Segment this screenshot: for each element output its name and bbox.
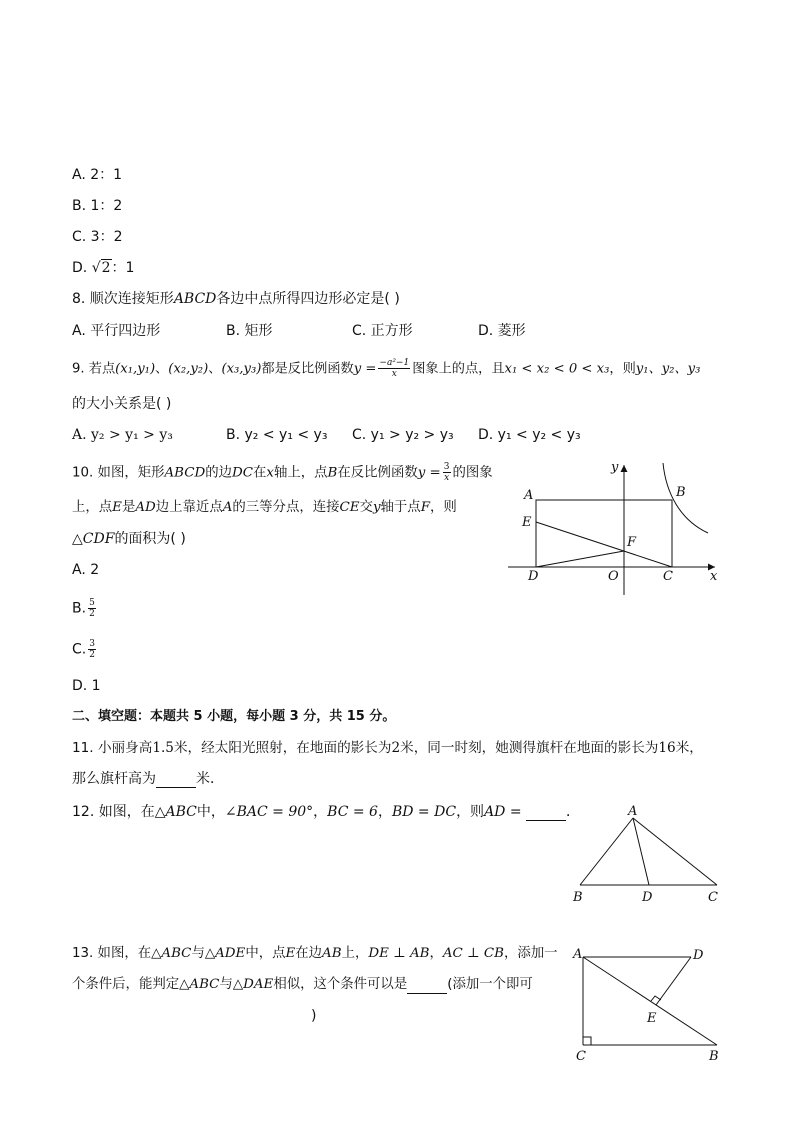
q7-option-a: A. 2：1	[72, 167, 123, 183]
label-d: D	[528, 569, 539, 584]
label-o: O	[608, 569, 619, 584]
q9-option-d: D. y₁ < y₂ < y₃	[478, 427, 581, 443]
q9-option-c: C. y₁ > y₂ > y₃	[352, 427, 454, 443]
q9-option-a: A. y₂ > y₁ > y₃	[72, 427, 173, 443]
q10-option-a: A. 2	[72, 562, 100, 578]
q10-stem-line2: 上，点E是AD边上靠近点A的三等分点，连接CE交y轴于点F，则	[72, 500, 457, 515]
label-y: y	[611, 460, 619, 475]
q11-stem-line1: 11. 小丽身高1.5米，经太阳光照射，在地面的影长为2米，同一时刻，她测得旗杆在地面的影长为16米，	[72, 740, 703, 756]
segment-ab	[580, 818, 633, 885]
q11-stem-line2: 那么旗杆高为 米．	[72, 771, 224, 787]
q9-stem-line1: 9. 若点(x₁,y₁)、(x₂,y₂)、(x₃,y₃)都是反比例函数y = $\frac{\text{−a²−1}}{x}$ 图象上的点，且x₁ < x₂ < 0 < x₃，则y₁、y₂、y₃	[72, 358, 701, 379]
segment-ab	[583, 957, 717, 1045]
label-d: D	[642, 890, 653, 905]
q10-stem-line1: 10. 如图，矩形ABCD的边DC在x轴上，点B在反比例函数y = $\frac{3}{x}$ 的图象	[72, 462, 493, 483]
q10-option-b: B. $\frac{5}{2}$	[72, 598, 95, 619]
label-x: x	[710, 569, 718, 584]
q10-stem-line3: △CDF的面积为( )	[72, 531, 186, 547]
section-2-heading: 二、填空题：本题共 5 小题，每小题 3 分，共 15 分。	[72, 709, 396, 724]
q12-figure	[565, 800, 730, 910]
q7-option-c: C. 3：2	[72, 229, 123, 245]
segment-ce	[536, 522, 672, 567]
q13-answer-blank[interactable]	[407, 979, 447, 994]
label-c: C	[576, 1049, 586, 1064]
q12-answer-blank[interactable]	[526, 806, 566, 821]
label-b: B	[573, 890, 583, 905]
q8-option-b: B. 矩形	[226, 323, 273, 339]
label-a: A	[573, 947, 583, 962]
q8-option-d: D. 菱形	[478, 323, 526, 339]
rectangle-abcd	[536, 500, 672, 567]
q13-figure	[565, 942, 735, 1067]
label-c: C	[708, 890, 718, 905]
q10-option-c: C. $\frac{3}{2}$	[72, 639, 95, 660]
label-a: A	[628, 804, 638, 819]
segment-ac	[633, 818, 717, 885]
y-axis-arrow-icon	[621, 465, 628, 472]
label-b: B	[709, 1049, 719, 1064]
segment-de	[656, 957, 691, 1005]
q12-stem: 12. 如图，在△ABC中，∠BAC = 90°，BC = 6，BD = DC，则AD = ．	[72, 804, 581, 820]
q9-option-b: B. y₂ < y₁ < y₃	[226, 427, 328, 443]
label-f: F	[627, 535, 637, 550]
q8-option-c: C. 正方形	[352, 323, 413, 339]
q7-option-d: D. √2：1	[72, 260, 135, 276]
q13-stem-line1: 13. 如图，在△ABC与△ADE中，点E在边AB上，DE ⊥ AB，AC ⊥ CB，添加一	[72, 946, 558, 961]
label-e: E	[647, 1011, 657, 1026]
label-a: A	[524, 488, 534, 503]
q13-stem-line3: )	[311, 1008, 317, 1024]
q7-option-b: B. 1：2	[72, 198, 123, 214]
label-b: B	[676, 485, 686, 500]
label-d: D	[693, 948, 704, 963]
segment-df	[536, 551, 624, 567]
q10-option-d: D. 1	[72, 678, 101, 694]
segment-ad	[633, 818, 649, 885]
q13-stem-line2: 个条件后，能判定△ABC与△DAE相似，这个条件可以是 (添加一个即可	[72, 977, 533, 992]
q8-stem: 8. 顺次连接矩形ABCD各边中点所得四边形必定是( )	[72, 291, 400, 307]
q11-answer-blank[interactable]	[156, 773, 196, 788]
right-angle-c-icon	[583, 1037, 591, 1045]
label-c: C	[663, 569, 673, 584]
label-e: E	[522, 515, 532, 530]
q8-option-a: A. 平行四边形	[72, 323, 161, 339]
q10-figure	[500, 455, 730, 600]
q9-stem-line2: 的大小关系是( )	[72, 396, 172, 412]
